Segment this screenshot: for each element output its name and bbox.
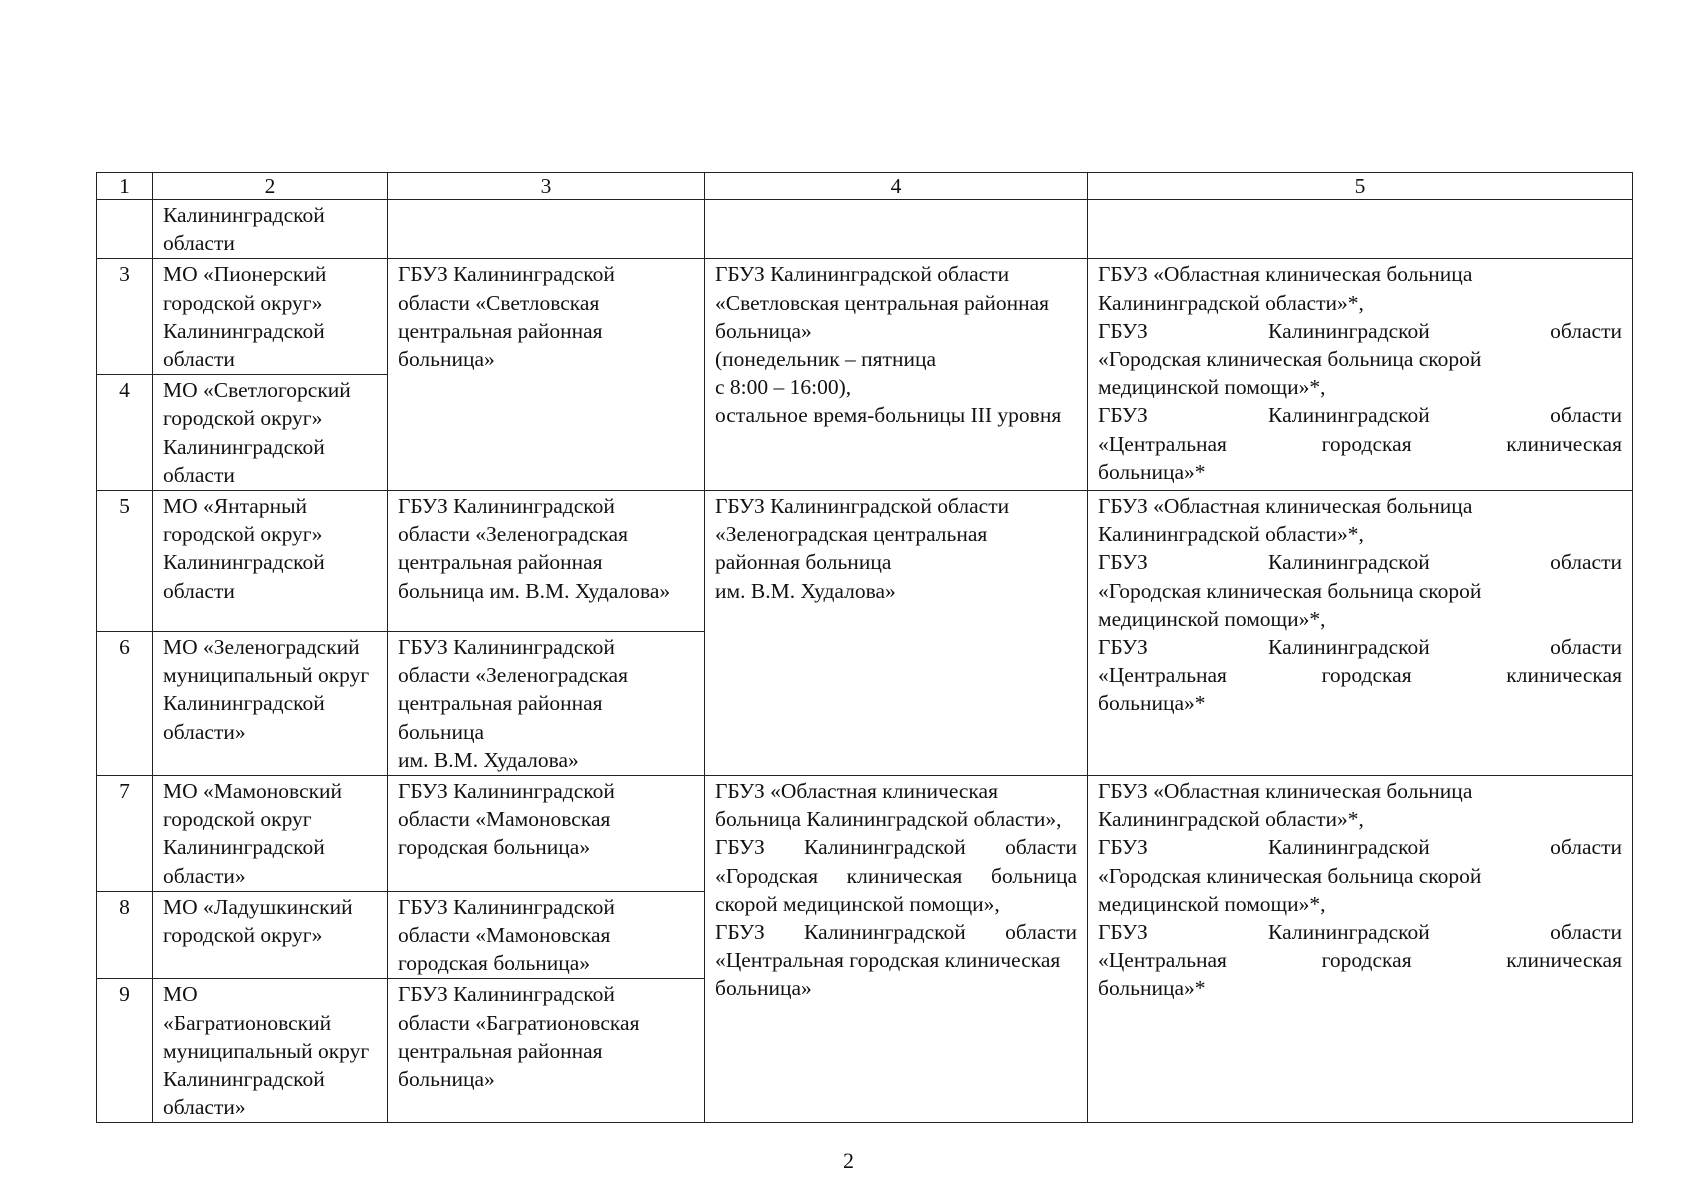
municipality-cell: МО «Мамоновский городской округ Калининградской области» [153, 776, 388, 892]
third-level-cell: ГБУЗ «Областная клиническая больница Калининградской области»*, ГБУЗ Калининградской области «Городская клиническая больница скорой медицинской помощи»*, ГБУЗ Калининградской области «Центральная городская клиническая больница»* [1088, 776, 1633, 1123]
first-level-cell: ГБУЗ Калининградской области «Мамоновская городская больница» [388, 776, 705, 892]
third-level-cell [1088, 200, 1633, 259]
justified-word: Калининградской [1268, 635, 1430, 660]
column-number-row [97, 173, 1633, 200]
row-number: 8 [97, 891, 153, 979]
justified-word: ГБУЗ [1098, 318, 1148, 343]
table-row [97, 491, 1633, 632]
justified-word: Калининградской [1268, 835, 1430, 860]
row-number: 7 [97, 776, 153, 892]
justified-word: ГБУЗ [1098, 403, 1148, 428]
justified-word: Калининградской [804, 920, 966, 945]
row-number: 4 [97, 375, 153, 491]
justified-word: Калининградской [1268, 318, 1430, 343]
first-level-cell: ГБУЗ Калининградской области «Мамоновская городская больница» [388, 891, 705, 979]
justified-word: клиническая [1506, 663, 1622, 688]
table-row [97, 776, 1633, 892]
second-level-cell: ГБУЗ Калининградской области «Зеленоградская центральная районная больница им. В.М. Худалова» [705, 491, 1088, 776]
justified-word: клиническая [1506, 948, 1622, 973]
justified-word: городская [1321, 948, 1412, 973]
justified-word: ГБУЗ [1098, 835, 1148, 860]
municipality-cell: Калининградской области [153, 200, 388, 259]
first-level-cell: ГБУЗ Калининградской области «Зеленоградская центральная районная больница им. В.М. Худалова» [388, 491, 705, 632]
table-row [97, 259, 1633, 375]
row-number: 3 [97, 259, 153, 375]
justified-word: области [1550, 550, 1622, 575]
justified-word: области [1550, 403, 1622, 428]
municipality-cell: МО «Пионерский городской округ» Калининградской области [153, 259, 388, 375]
column-number: 2 [153, 173, 388, 200]
justified-word: Калининградской [1268, 550, 1430, 575]
justified-word: больница [991, 863, 1077, 888]
first-level-cell: ГБУЗ Калининградской области «Багратионовская центральная районная больница» [388, 979, 705, 1123]
first-level-cell [388, 200, 705, 259]
column-number: 5 [1088, 173, 1633, 200]
justified-word: области [1550, 318, 1622, 343]
row-number: 5 [97, 491, 153, 632]
justified-word: клиническая [1506, 431, 1622, 456]
justified-word: «Центральная [1098, 431, 1227, 456]
second-level-cell [705, 200, 1088, 259]
row-number-cell [97, 200, 153, 259]
justified-word: городская [1321, 431, 1412, 456]
second-level-cell: ГБУЗ Калининградской области «Светловская центральная районная больница» (понедельник – пятница с 8:00 – 16:00), остальное время-больницы III уровня [705, 259, 1088, 491]
justified-word: ГБУЗ [715, 835, 765, 860]
justified-word: ГБУЗ [1098, 920, 1148, 945]
page-number: 2 [843, 1148, 854, 1173]
first-level-cell: ГБУЗ Калининградской области «Зеленоградская центральная районная больница им. В.М. Худалова» [388, 632, 705, 776]
table-row [97, 200, 1633, 259]
justified-word: Калининградской [1268, 920, 1430, 945]
justified-word: «Центральная [1098, 663, 1227, 688]
justified-word: Калининградской [1268, 403, 1430, 428]
justified-word: клиническая [846, 863, 963, 888]
municipality-cell: МО «Зеленоградский муниципальный округ Калининградской области» [153, 632, 388, 776]
row-number: 6 [97, 632, 153, 776]
municipality-cell: МО «Багратионовский муниципальный округ Калининградской области» [153, 979, 388, 1123]
column-number: 1 [97, 173, 153, 200]
row-number: 9 [97, 979, 153, 1123]
column-number: 3 [388, 173, 705, 200]
justified-word: области [1005, 835, 1077, 860]
municipality-cell: МО «Светлогорский городской округ» Калининградской области [153, 375, 388, 491]
justified-word: ГБУЗ [715, 920, 765, 945]
justified-word: ГБУЗ [1098, 550, 1148, 575]
justified-word: Калининградской [804, 835, 966, 860]
routing-table [96, 172, 1633, 1123]
first-level-cell: ГБУЗ Калининградской области «Светловская центральная районная больница» [388, 259, 705, 491]
justified-word: ГБУЗ [1098, 635, 1148, 660]
justified-word: области [1550, 635, 1622, 660]
municipality-cell: МО «Ладушкинский городской округ» [153, 891, 388, 979]
third-level-cell: ГБУЗ «Областная клиническая больница Калининградской области»*, ГБУЗ Калининградской области «Городская клиническая больница скорой медицинской помощи»*, ГБУЗ Калининградской области «Центральная городская клиническая больница»* [1088, 259, 1633, 491]
justified-word: городская [1321, 663, 1412, 688]
municipality-cell: МО «Янтарный городской округ» Калининградской области [153, 491, 388, 632]
column-number: 4 [705, 173, 1088, 200]
third-level-cell: ГБУЗ «Областная клиническая больница Калининградской области»*, ГБУЗ Калининградской области «Городская клиническая больница скорой медицинской помощи»*, ГБУЗ Калининградской области «Центральная городская клиническая больница»* [1088, 491, 1633, 776]
justified-word: области [1005, 920, 1077, 945]
justified-word: области [1550, 835, 1622, 860]
justified-word: «Городская [715, 863, 818, 888]
justified-word: области [1550, 920, 1622, 945]
second-level-cell: ГБУЗ «Областная клиническая больница Калининградской области», ГБУЗ Калининградской области «Городская клиническая больница скорой медицинской помощи», ГБУЗ Калининградской области «Центральная городская клиническая больница» [705, 776, 1088, 1123]
justified-word: «Центральная [1098, 948, 1227, 973]
